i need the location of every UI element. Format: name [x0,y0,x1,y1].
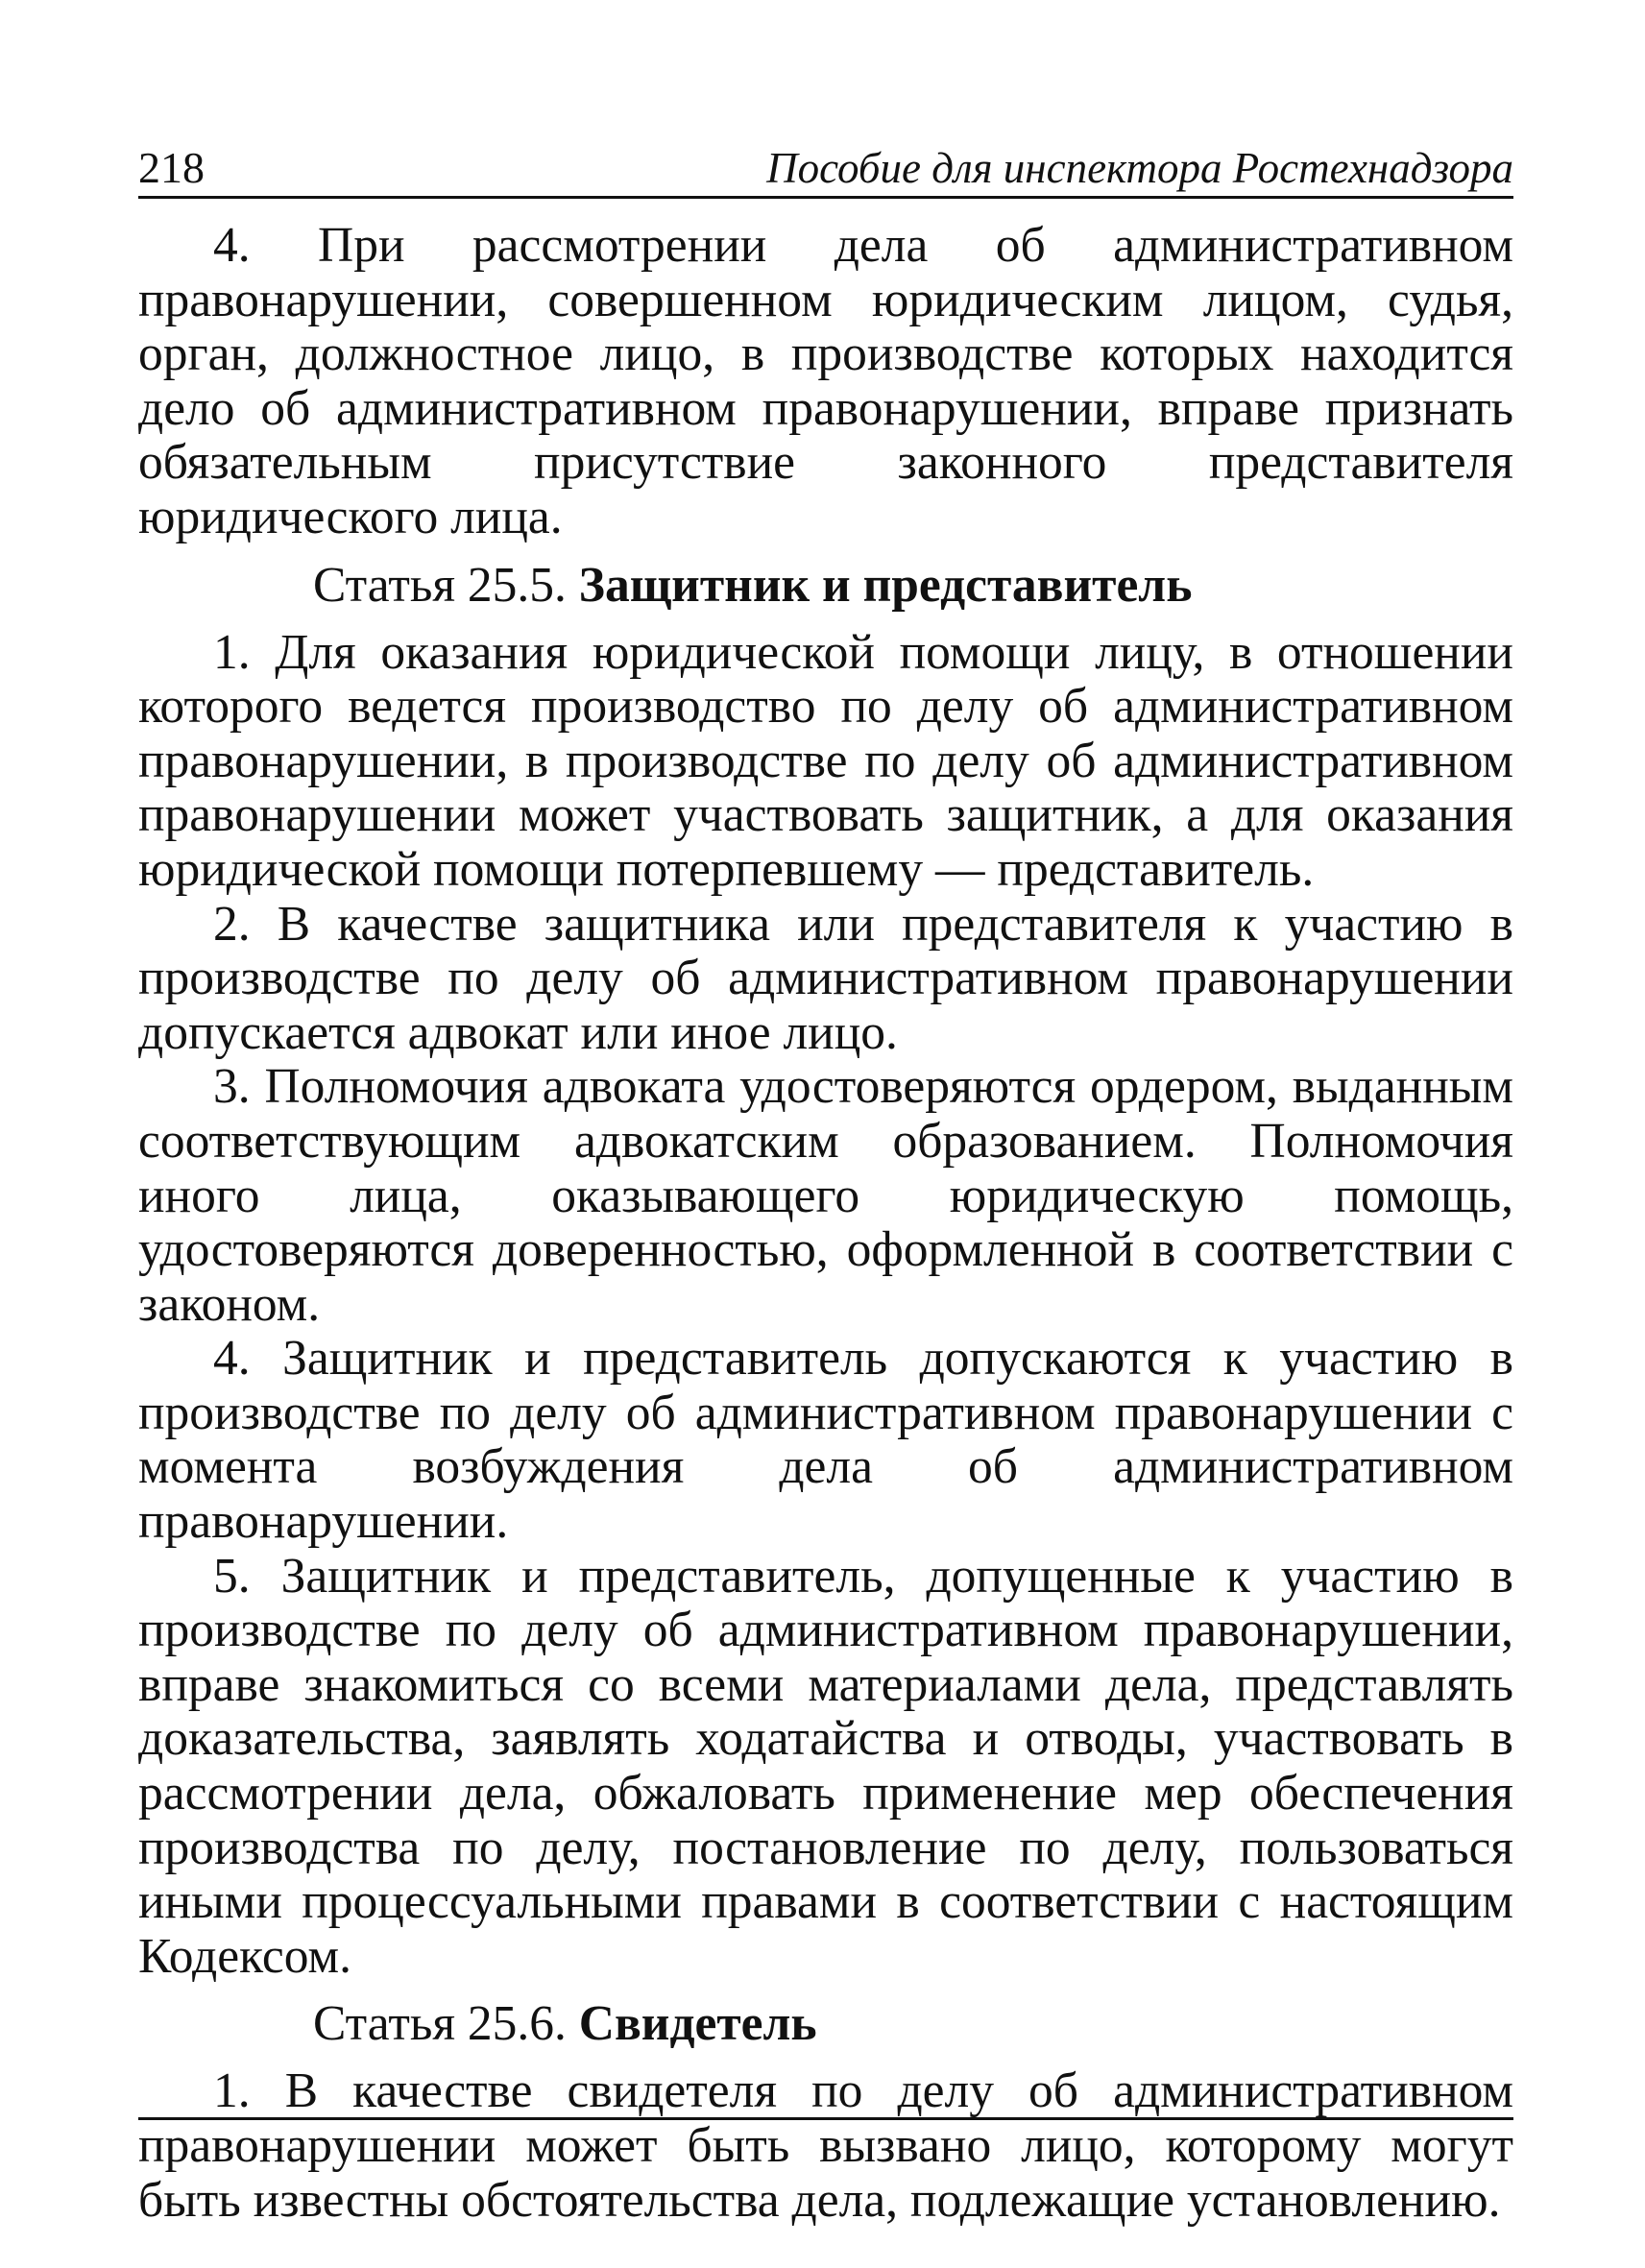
book-title: Пособие для инспектора Ростехнадзора [766,144,1513,192]
article-number: Статья 25.5. [313,557,567,613]
paragraph-25-5-4: 4. Защитник и представитель допускаются к участию в производстве по делу об административном правонарушении с момента возбуждения дела об административном правонарушении. [138,1331,1513,1550]
paragraph-25-5-1: 1. Для оказания юридической помощи лицу, в отношении которого ведется производство по делу об административном правонарушении, в производстве по делу об административном правонарушении может участвовать защитник, а для оказания юридической помощи потерпевшему — представитель. [138,624,1513,897]
article-title: Защитник и представитель [578,557,1193,613]
page-number: 218 [138,143,205,192]
article-number: Статья 25.6. [313,1996,567,2052]
article-heading-25-6 [138,1995,1513,2053]
paragraph-25-5-5: 5. Защитник и представитель, допущенные к участию в производстве по делу об административном правонарушении, вправе знакомиться со всеми материалами дела, представлять доказательства, заявлять ходатайства и отводы, участвовать в рассмотрении дела, обжаловать применение мер обеспечения производства по делу, постановление по делу, пользоваться иными процессуальными правами в соответствии с настоящим Кодексом. [138,1548,1513,1984]
paragraph-25-6-1: 1. В качестве свидетеля по делу об административном правонарушении может быть вызвано лицо, которому могут быть известны обстоятельства дела, подлежащие установлению. [138,2063,1513,2228]
paragraph-25-5-3: 3. Полномочия адвоката удостоверяются ордером, выданным соответствующим адвокатским образованием. Полномочия иного лица, оказывающего юридическую помощь, удостоверяются доверенностью, оформленной в соответствии с законом. [138,1059,1513,1332]
running-header [138,134,1513,199]
article-title: Свидетель [578,1996,817,2052]
page-body [138,219,1513,2228]
footer-rule [138,2117,1513,2120]
intro-paragraph: 4. При рассмотрении дела об административном правонарушении, совершенном юридическим лицом, судья, орган, должностное лицо, в производстве которых находится дело об административном правонарушении, вправе признать обязательным присутствие законного представителя юридического лица. [138,218,1513,544]
article-heading-25-5 [138,557,1513,615]
paragraph-25-5-2: 2. В качестве защитника или представителя к участию в производстве по делу об административном правонарушении допускается адвокат или иное лицо. [138,896,1513,1060]
